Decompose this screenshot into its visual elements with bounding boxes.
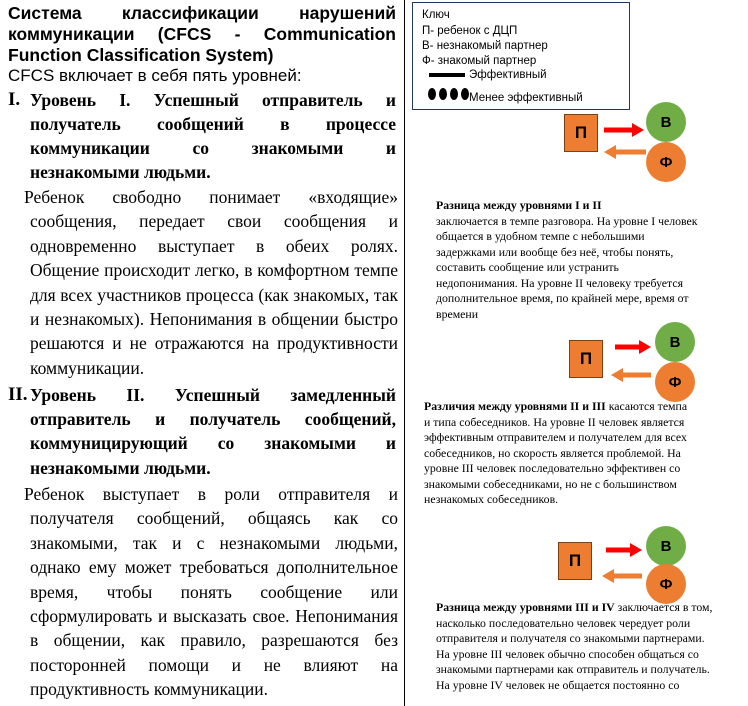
- child-box: П: [569, 340, 603, 378]
- level-1-heading-line-3: коммуникации со знакомыми и: [30, 138, 396, 158]
- unfamiliar-partner-circle: В: [655, 322, 695, 362]
- document-title: Система классификации нарушений коммуникации (CFCS - Communication Function Classification System): [8, 3, 396, 65]
- unfamiliar-partner-circle: В: [646, 102, 686, 142]
- arrows-mixed-icon: [596, 542, 644, 586]
- key-less-effective-label: Менее эффективный: [469, 92, 583, 104]
- level-1-heading-line-2: получатель сообщений в процессе: [30, 114, 396, 134]
- arrows-icon: [602, 122, 648, 162]
- level-1-heading-line-1: Уровень I. Успешный отправитель и: [30, 90, 396, 110]
- level-2-description: Ребенок выступает в роли отправителя и получателя сообщений, общаясь как со знакомыми, так и с незнакомыми людьми, однако ему может требоваться дополнительное время, чтобы понять сообщение или сформулировать и высказать свое. Непонимания в общении, как правило, разрешаются без посторонней помощи и не влияют на продуктивность коммуникации.: [24, 484, 398, 700]
- effective-line-icon: [429, 73, 465, 77]
- intro-text: CFCS включает в себя пять уровней:: [8, 66, 302, 85]
- note-3-text: заключается в том, насколько последовательно человек чередует роли отправителя и получателя со знакомыми партнерами. На уровне III человек обычно способен общаться со знакомыми партнерами как отправитель и получатель. На уровне IV человек не общается постоянно со: [436, 600, 713, 692]
- note-2-text: касаются темпа и типа собеседников. На уровне II человек является эффективным отправителем и получателем для всех собеседников, но скорость является проблемой. На уровне III человек последовательно эффективен со знакомыми собеседниками, но не с большинством незнакомых собеседников.: [424, 399, 688, 506]
- key-p-entry: П- ребенок с ДЦП: [422, 25, 518, 37]
- less-effective-dots-icon: [427, 87, 471, 101]
- note-1-text: заключается в темпе разговора. На уровне I человек общается в удобном темпе с небольшими задержками или вообще без неё, чтобы понять, составить сообщение или устранить недопонимания. На уровне II человеку требуется дополнительное время, по крайней мере, время от времени: [436, 213, 698, 321]
- level-2-heading-line-2: отправитель и получатель сообщений,: [30, 409, 396, 429]
- key-legend: [412, 2, 630, 110]
- diagram-level-3-4: [558, 526, 688, 606]
- level-1-number: I.: [8, 89, 21, 110]
- note-3-heading: Разница между уровнями III и IV: [436, 600, 615, 614]
- unfamiliar-partner-circle: В: [646, 526, 686, 566]
- key-f-entry: Ф- знакомый партнер: [422, 55, 537, 67]
- level-1-description: Ребенок свободно понимает «входящие» сообщения, передает свои сообщения и одновременно выступает в обеих ролях. Общение происходит легко, в комфортном темпе для всех участников процесса (как знакомых, так и незнакомых). Непонимания в общении быстро решаются и не отражаются на продуктивности коммуникации.: [24, 187, 398, 378]
- level-2-heading-line-1: Уровень II. Успешный замедленный: [30, 385, 396, 405]
- note-levels-2-3: [424, 399, 696, 508]
- key-title: Ключ: [422, 9, 450, 21]
- note-levels-1-2: [436, 198, 698, 322]
- arrows-dotted-icon: [607, 340, 653, 384]
- child-box: П: [564, 114, 598, 152]
- familiar-partner-circle: Ф: [646, 564, 686, 604]
- key-b-entry: В- незнакомый партнер: [422, 40, 548, 52]
- diagram-level-1-2: [564, 102, 694, 182]
- familiar-partner-circle: Ф: [655, 362, 695, 402]
- note-1-heading: Разница между уровнями I и II: [436, 198, 602, 212]
- level-2-heading-line-3: коммуницирующий со знакомыми и: [30, 433, 396, 453]
- level-1-heading-line-4: незнакомыми людьми.: [30, 162, 211, 182]
- note-2-heading: Различия между уровнями II и III: [424, 399, 606, 413]
- level-2-heading-line-4: незнакомыми людьми.: [30, 458, 211, 478]
- familiar-partner-circle: Ф: [646, 142, 686, 182]
- key-effective-label: Эффективный: [469, 69, 547, 81]
- level-2-number: II.: [8, 384, 28, 405]
- note-levels-3-4: [436, 600, 716, 693]
- child-box: П: [558, 542, 592, 580]
- diagram-level-2-3: [569, 322, 699, 402]
